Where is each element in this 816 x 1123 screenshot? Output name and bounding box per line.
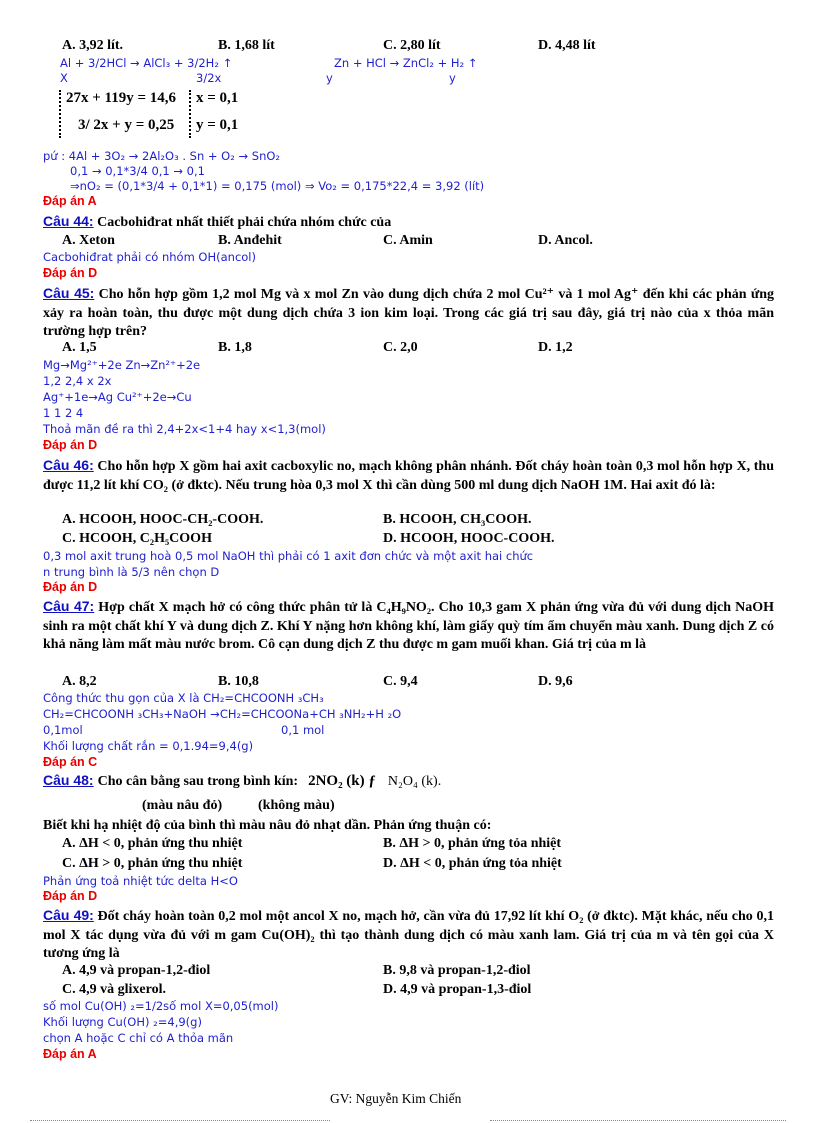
option-a: A. 8,2: [62, 674, 97, 689]
option-c: C. 9,4: [383, 674, 418, 689]
option-d: D. ΔH < 0, phản ứng tỏa nhiệt: [383, 856, 562, 871]
question-49: [43, 906, 774, 964]
question-44: [43, 212, 774, 233]
solution-line-1: 0,3 mol axit trung hoà 0,5 mol NaOH thì phải có 1 axit đơn chức và một axit hai chức: [43, 549, 534, 563]
option-d: D. 9,6: [538, 674, 573, 689]
option-b: B. 9,8 và propan-1,2-điol: [383, 963, 531, 978]
question-45: [43, 284, 774, 342]
option-d: D. 4,48 lít: [538, 38, 596, 53]
question-text: Đốt cháy hoàn toàn 0,2 mol một ancol X no, mạch hở, cần vừa đủ 17,92 lít khí O₂ (ở đktc). Mặt khác, nếu cho 0,1 mol X tác dụng vừa đủ với m gam Cu(OH)₂ thì tạo thành dung dịch có màu xanh lam. Giá trị của m và tên gọi của X tương ứng là: [43, 909, 774, 962]
equilibrium-reactant: 2NO₂ (k) ƒ: [308, 773, 376, 789]
system-solution-x: x = 0,1: [196, 90, 239, 106]
solution-text: Phản ứng toả nhiệt tức delta H<O: [43, 874, 238, 888]
question-label: Câu 49:: [43, 907, 94, 923]
question-text: Cho hỗn hợp X gồm hai axit cacboxylic no, mạch không phân nhánh. Đốt cháy hoàn toàn 0,3 mol hỗn hợp X, thu được 11,2 lít khí CO₂ (ở đktc). Nếu trung hòa 0,3 mol X thì cần dùng 500 ml dung dịch NaOH 1M. Hai axit đó là:: [43, 459, 774, 493]
solution-line-1: số mol Cu(OH) ₂=1/2số mol X=0,05(mol): [43, 999, 279, 1013]
question-48: [43, 772, 441, 790]
color-product: (không màu): [258, 798, 335, 813]
option-c: C. ΔH > 0, phản ứng thu nhiệt: [62, 856, 243, 871]
option-c: C. 2,80 lít: [383, 38, 441, 53]
question-label: Câu 45:: [43, 285, 95, 301]
system-brace-right: [189, 90, 194, 138]
option-b: B. Anđehit: [218, 233, 282, 248]
option-d: D. HCOOH, HOOC-COOH.: [383, 531, 555, 546]
solution-equation-al: Al + 3/2HCl → AlCl₃ + 3/2H₂ ↑: [60, 56, 233, 70]
option-c: C. HCOOH, C₂H₅COOH: [62, 531, 212, 546]
equilibrium-product: N₂O₄ (k).: [387, 774, 442, 789]
color-reactant: (màu nâu đỏ): [142, 798, 223, 813]
solution-reaction-line: pứ : 4Al + 3O₂ → 2Al₂O₃ . Sn + O₂ → SnO₂: [43, 149, 281, 163]
solution-line-3: chọn A hoặc C chỉ có A thỏa mãn: [43, 1031, 234, 1045]
answer-label: Đáp án D: [43, 438, 98, 452]
question-label: Câu 47:: [43, 598, 95, 614]
solution-line-3: Ag⁺+1e→Ag Cu²⁺+2e→Cu: [43, 390, 192, 404]
option-b: B. 1,68 lít: [218, 38, 275, 53]
solution-line-1: Mg→Mg²⁺+2e Zn→Zn²⁺+2e: [43, 358, 201, 372]
option-a: A. Xeton: [62, 233, 115, 248]
answer-label: Đáp án D: [43, 580, 98, 594]
question-text-2: Biết khi hạ nhiệt độ của bình thì màu nâu đỏ nhạt dần. Phản ứng thuận có:: [43, 818, 492, 833]
solution-line-3a: 0,1mol: [43, 723, 83, 737]
option-b: B. 1,8: [218, 340, 252, 355]
question-47: [43, 597, 774, 655]
solution-var-y: y: [326, 71, 333, 85]
answer-label: Đáp án C: [43, 755, 98, 769]
system-brace-left: [59, 90, 64, 138]
solution-line-5: Thoả mãn đề ra thì 2,4+2x<1+4 hay x<1,3(mol): [43, 422, 326, 436]
option-b: B. ΔH > 0, phản ứng tỏa nhiệt: [383, 836, 562, 851]
solution-var-32x: 3/2x: [196, 71, 222, 85]
solution-equation-zn: Zn + HCl → ZnCl₂ + H₂ ↑: [334, 56, 478, 70]
answer-label: Đáp án A: [43, 1047, 97, 1061]
solution-line-2: n trung bình là 5/3 nên chọn D: [43, 565, 220, 579]
question-label: Câu 46:: [43, 457, 94, 473]
question-label: Câu 48:: [43, 772, 94, 788]
footer-author: GV: Nguyễn Kim Chiến: [330, 1091, 462, 1106]
answer-label: Đáp án D: [43, 266, 98, 280]
question-text: Cho hỗn hợp gồm 1,2 mol Mg và x mol Zn vào dung dịch chứa 2 mol Cu²⁺ và 1 mol Ag⁺ đến khi các phản ứng xảy ra hoàn toàn, thu được một dung dịch chứa 3 ion kim loại. Trong các giá trị sau đây, giá trị nào của x thỏa mãn trường hợp trên?: [43, 287, 775, 340]
option-a: A. 4,9 và propan-1,2-điol: [62, 963, 211, 978]
solution-line-1: Công thức thu gọn của X là CH₂=CHCOONH ₃CH₃: [43, 691, 324, 705]
option-a: A. HCOOH, HOOC-CH₂-COOH.: [62, 512, 264, 527]
question-text: Cacbohiđrat nhất thiết phải chứa nhóm chức của: [97, 215, 392, 230]
solution-line-2: CH₂=CHCOONH ₃CH₃+NaOH →CH₂=CHCOONa+CH ₃NH₂+H ₂O: [43, 707, 402, 721]
footer-divider-left: [30, 1120, 330, 1121]
solution-line-4: 1 1 2 4: [43, 406, 84, 420]
option-a: A. ΔH < 0, phản ứng thu nhiệt: [62, 836, 243, 851]
solution-line-4: Khối lượng chất rắn = 0,1.94=9,4(g): [43, 739, 254, 753]
answer-label: Đáp án A: [43, 194, 97, 208]
option-c: C. Amin: [383, 233, 433, 248]
solution-line-2: Khối lượng Cu(OH) ₂=4,9(g): [43, 1015, 202, 1029]
system-solution-y: y = 0,1: [196, 117, 239, 133]
question-text: Cho cân bằng sau trong bình kín:: [97, 774, 299, 789]
system-equation-2: 3/ 2x + y = 0,25: [78, 117, 175, 133]
option-b: B. HCOOH, CH₃COOH.: [383, 512, 532, 527]
option-d: D. Ancol.: [538, 233, 593, 248]
option-c: C. 4,9 và glixerol.: [62, 982, 166, 997]
solution-line-3b: 0,1 mol: [281, 723, 325, 737]
solution-line-2: 1,2 2,4 x 2x: [43, 374, 112, 388]
question-46: [43, 456, 774, 495]
solution-reaction-line2: 0,1 → 0,1*3/4 0,1 → 0,1: [70, 164, 205, 178]
option-d: D. 4,9 và propan-1,3-điol: [383, 982, 532, 997]
option-d: D. 1,2: [538, 340, 573, 355]
footer-divider-right: [490, 1120, 786, 1121]
option-a: A. 3,92 lít.: [62, 38, 124, 53]
option-a: A. 1,5: [62, 340, 97, 355]
system-equation-1: 27x + 119y = 14,6: [66, 90, 177, 106]
solution-var-x: X: [60, 71, 68, 85]
option-c: C. 2,0: [383, 340, 418, 355]
solution-var-y2: y: [449, 71, 456, 85]
question-label: Câu 44:: [43, 213, 94, 229]
question-text: Hợp chất X mạch hở có công thức phân tử là C₄H₉NO₂. Cho 10,3 gam X phản ứng vừa đủ với dung dịch NaOH sinh ra một chất khí Y và dung dịch Z. Khí Y nặng hơn không khí, làm giấy quỳ tím ẩm chuyển màu xanh. Dung dịch Z có khả năng làm mất màu nước brom. Cô cạn dung dịch Z thu được m gam muối khan. Giá trị của m là: [43, 600, 775, 653]
option-b: B. 10,8: [218, 674, 259, 689]
solution-text: Cacbohiđrat phải có nhóm OH(ancol): [43, 250, 256, 264]
answer-label: Đáp án D: [43, 889, 98, 903]
solution-calc-line: ⇒nO₂ = (0,1*3/4 + 0,1*1) = 0,175 (mol) ⇒ Vo₂ = 0,175*22,4 = 3,92 (lít): [70, 179, 485, 193]
